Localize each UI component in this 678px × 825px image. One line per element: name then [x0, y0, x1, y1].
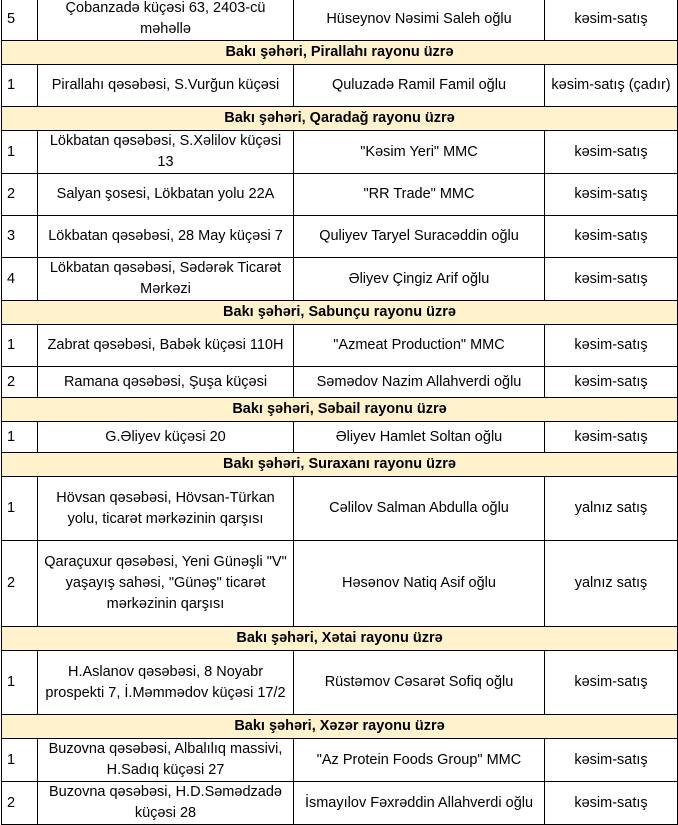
- owner-cell: Quluzadə Ramil Famil oğlu: [294, 65, 545, 107]
- activity-cell: kəsim-satış: [545, 216, 678, 258]
- table-row: [2, 422, 678, 453]
- owner-cell: Quliyev Taryel Suracəddin oğlu: [294, 216, 545, 258]
- table-row: [2, 651, 678, 715]
- district-section-row: [2, 41, 678, 65]
- district-section-row: [2, 453, 678, 477]
- activity-cell: kəsim-satış: [545, 422, 678, 453]
- row-number-cell: 2: [2, 174, 38, 216]
- activity-cell: yalnız satış: [545, 541, 678, 627]
- row-number-cell: 1: [2, 477, 38, 541]
- row-number-cell: 2: [2, 782, 38, 825]
- row-number-cell: 1: [2, 422, 38, 453]
- district-section-title: Bakı şəhəri, Suraxanı rayonu üzrə: [2, 453, 678, 477]
- district-section-row: [2, 715, 678, 739]
- activity-cell: yalnız satış: [545, 477, 678, 541]
- table-row: [2, 477, 678, 541]
- activity-cell: kəsim-satış: [545, 367, 678, 398]
- activity-cell: kəsim-satış: [545, 325, 678, 367]
- row-number-cell: 4: [2, 258, 38, 301]
- district-section-title: Bakı şəhəri, Səbail rayonu üzrə: [2, 398, 678, 422]
- table-row: [2, 782, 678, 825]
- district-section-row: [2, 627, 678, 651]
- owner-cell: "Kəsim Yeri" MMC: [294, 131, 545, 174]
- owner-cell: Əliyev Hamlet Soltan oğlu: [294, 422, 545, 453]
- address-cell: G.Əliyev küçəsi 20: [38, 422, 294, 453]
- slaughter-points-table: [1, 0, 678, 825]
- owner-cell: İsmayılov Fəxrəddin Allahverdi oğlu: [294, 782, 545, 825]
- address-cell: Hövsan qəsəbəsi, Hövsan-Türkan yolu, ticarət mərkəzinin qarşısı: [38, 477, 294, 541]
- table-row: [2, 131, 678, 174]
- address-cell: Buzovna qəsəbəsi, H.D.Səmədzadə küçəsi 28: [38, 782, 294, 825]
- row-number-cell: 1: [2, 651, 38, 715]
- owner-cell: "RR Trade" MMC: [294, 174, 545, 216]
- address-cell: H.Aslanov qəsəbəsi, 8 Noyabr prospekti 7, İ.Məmmədov küçəsi 17/2: [38, 651, 294, 715]
- address-cell: Lökbatan qəsəbəsi, Sədərək Ticarət Mərkəzi: [38, 258, 294, 301]
- address-cell: Lökbatan qəsəbəsi, S.Xəlilov küçəsi 13: [38, 131, 294, 174]
- table-row: [2, 65, 678, 107]
- activity-cell: kəsim-satış (çadır): [545, 65, 678, 107]
- owner-cell: Səmədov Nazim Allahverdi oğlu: [294, 367, 545, 398]
- activity-cell: kəsim-satış: [545, 174, 678, 216]
- district-section-title: Bakı şəhəri, Xəzər rayonu üzrə: [2, 715, 678, 739]
- activity-cell: kəsim-satış: [545, 131, 678, 174]
- activity-cell: kəsim-satış: [545, 651, 678, 715]
- owner-cell: "Az Protein Foods Group" MMC: [294, 739, 545, 782]
- address-cell: Zabrat qəsəbəsi, Babək küçəsi 110H: [38, 325, 294, 367]
- address-cell: Salyan şosesi, Lökbatan yolu 22A: [38, 174, 294, 216]
- table-row: [2, 367, 678, 398]
- district-section-row: [2, 301, 678, 325]
- activity-cell: kəsim-satış: [545, 258, 678, 301]
- address-cell: Çobanzadə küçəsi 63, 2403-cü məhəllə: [38, 0, 294, 41]
- row-number-cell: 1: [2, 65, 38, 107]
- address-cell: Buzovna qəsəbəsi, Albalılıq massivi, H.Sadıq küçəsi 27: [38, 739, 294, 782]
- row-number-cell: 1: [2, 325, 38, 367]
- table-row: [2, 0, 678, 41]
- activity-cell: kəsim-satış: [545, 739, 678, 782]
- district-section-title: Bakı şəhəri, Xətai rayonu üzrə: [2, 627, 678, 651]
- table-row: [2, 325, 678, 367]
- district-section-title: Bakı şəhəri, Sabunçu rayonu üzrə: [2, 301, 678, 325]
- owner-cell: Rüstəmov Cəsarət Sofiq oğlu: [294, 651, 545, 715]
- address-cell: Lökbatan qəsəbəsi, 28 May küçəsi 7: [38, 216, 294, 258]
- table-row: [2, 258, 678, 301]
- district-section-title: Bakı şəhəri, Pirallahı rayonu üzrə: [2, 41, 678, 65]
- row-number-cell: 2: [2, 541, 38, 627]
- owner-cell: Əliyev Çingiz Arif oğlu: [294, 258, 545, 301]
- table-body: [2, 0, 678, 825]
- address-cell: Qaraçuxur qəsəbəsi, Yeni Günəşli "V" yaşayış sahəsi, "Günəş" ticarət mərkəzinin qarşısı: [38, 541, 294, 627]
- address-cell: Ramana qəsəbəsi, Şuşa küçəsi: [38, 367, 294, 398]
- row-number-cell: 1: [2, 739, 38, 782]
- owner-cell: Cəlilov Salman Abdulla oğlu: [294, 477, 545, 541]
- row-number-cell: 2: [2, 367, 38, 398]
- table-row: [2, 174, 678, 216]
- district-section-title: Bakı şəhəri, Qaradağ rayonu üzrə: [2, 107, 678, 131]
- district-section-row: [2, 107, 678, 131]
- table-row: [2, 216, 678, 258]
- row-number-cell: 1: [2, 131, 38, 174]
- row-number-cell: 5: [2, 0, 38, 41]
- owner-cell: "Azmeat Production" MMC: [294, 325, 545, 367]
- row-number-cell: 3: [2, 216, 38, 258]
- district-section-row: [2, 398, 678, 422]
- activity-cell: kəsim-satış: [545, 0, 678, 41]
- owner-cell: Həsənov Natiq Asif oğlu: [294, 541, 545, 627]
- owner-cell: Hüseynov Nəsimi Saleh oğlu: [294, 0, 545, 41]
- activity-cell: kəsim-satış: [545, 782, 678, 825]
- address-cell: Pirallahı qəsəbəsi, S.Vurğun küçəsi: [38, 65, 294, 107]
- table-row: [2, 541, 678, 627]
- table-row: [2, 739, 678, 782]
